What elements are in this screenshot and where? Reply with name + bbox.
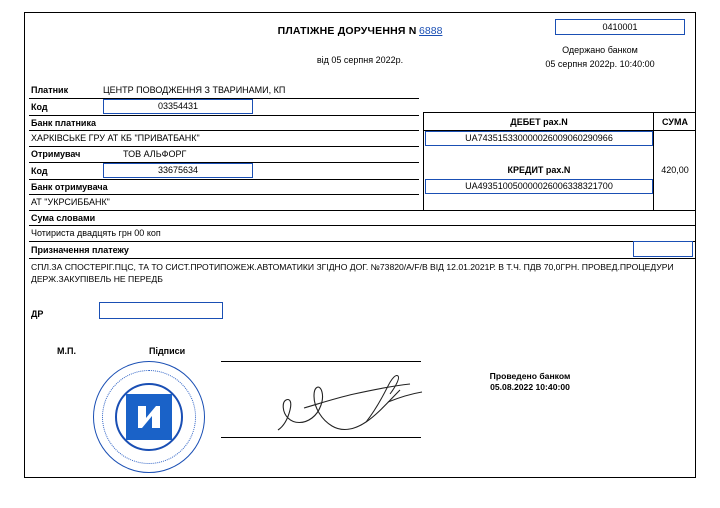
amount-words-label: Сума словами xyxy=(31,213,96,223)
debit-account-value: UA743515330000026009060290966 xyxy=(425,131,653,146)
bank-received-label: Одержано банком xyxy=(562,45,638,55)
sum-column-separator xyxy=(653,112,654,210)
payer-code-value: 03354431 xyxy=(103,99,253,114)
signature-line-1 xyxy=(221,361,421,362)
debit-account-label: ДЕБЕТ рах.N xyxy=(510,117,568,127)
bank-received-datetime: 05 серпня 2022р. 10:40:00 xyxy=(545,59,655,69)
receiver-code-value: 33675634 xyxy=(103,163,253,178)
sum-value: 420,00 xyxy=(661,165,689,175)
right-column-separator xyxy=(423,112,424,210)
dr-value-box xyxy=(99,302,223,319)
bank-received-block xyxy=(515,43,685,71)
divider-right-top xyxy=(423,112,695,113)
sum-label: СУМА xyxy=(662,117,688,127)
proved-datetime: 05.08.2022 10:40:00 xyxy=(490,382,570,392)
receiver-label: Отримувач xyxy=(31,149,81,159)
document-date: від 05 серпня 2022р. xyxy=(316,55,404,65)
divider-purpose-label xyxy=(29,258,695,259)
receiver-bank-label: Банк отримувача xyxy=(31,182,108,192)
purpose-code-box xyxy=(633,241,693,257)
document-title: ПЛАТІЖНЕ ДОРУЧЕННЯ N xyxy=(277,25,417,37)
proved-label: Проведено банком xyxy=(489,371,571,381)
handwritten-signature xyxy=(270,368,450,448)
form-code-box: 0410001 xyxy=(555,19,685,35)
payment-order-document xyxy=(24,12,696,478)
payer-name: ЦЕНТР ПОВОДЖЕННЯ З ТВАРИНАМИ, КП xyxy=(103,85,286,95)
payer-code-label: Код xyxy=(31,102,48,112)
receiver-bank-name: АТ "УКРСИББАНК" xyxy=(31,197,110,207)
document-number: 6888 xyxy=(419,25,443,37)
company-logo-icon xyxy=(126,394,172,440)
amount-words-value: Чотириста двадцять грн 00 коп xyxy=(31,228,161,238)
proved-by-bank-block xyxy=(425,371,635,393)
credit-account-value: UA493510050000026006338321700 xyxy=(425,179,653,194)
divider-receiver-bank xyxy=(29,210,695,211)
divider-receiver-bank-label xyxy=(29,194,419,195)
divider-receiver-code xyxy=(29,179,419,180)
divider-payer-bank-label xyxy=(29,130,419,131)
divider-payer-bank xyxy=(29,146,419,147)
dr-label: ДР xyxy=(31,309,44,319)
payer-label: Платник xyxy=(31,85,69,95)
payer-bank-name: ХАРКІВСЬКЕ ГРУ АТ КБ "ПРИВАТБАНК" xyxy=(31,133,200,143)
receiver-code-label: Код xyxy=(31,166,48,176)
payer-bank-label: Банк платника xyxy=(31,118,96,128)
signatures-label: Підписи xyxy=(149,346,186,356)
round-stamp xyxy=(93,361,205,473)
divider-amount-words-label xyxy=(29,225,695,226)
purpose-label: Призначення платежу xyxy=(31,245,129,255)
credit-account-label: КРЕДИТ рах.N xyxy=(507,165,571,175)
divider-amount-words xyxy=(29,241,695,242)
receiver-name: ТОВ АЛЬФОРГ xyxy=(123,149,187,159)
stamp-label: М.П. xyxy=(57,346,76,356)
purpose-text: СПЛ.ЗА СПОСТЕРІГ.ПЦС, ТА ТО СИСТ.ПРОТИПОЖЕЖ.АВТОМАТИКИ ЗГІДНО ДОГ. №73820/A/F/B ВІД 12.01.2021Р. В Т.Ч. ПДВ 70,0ГРН. ПРОВЕД.ПРОЦЕДУРИ ДЕРЖ.ЗАКУПІВЕЛЬ НЕ ПЕРЕДБ xyxy=(31,262,674,284)
divider-payer-code xyxy=(29,115,419,116)
